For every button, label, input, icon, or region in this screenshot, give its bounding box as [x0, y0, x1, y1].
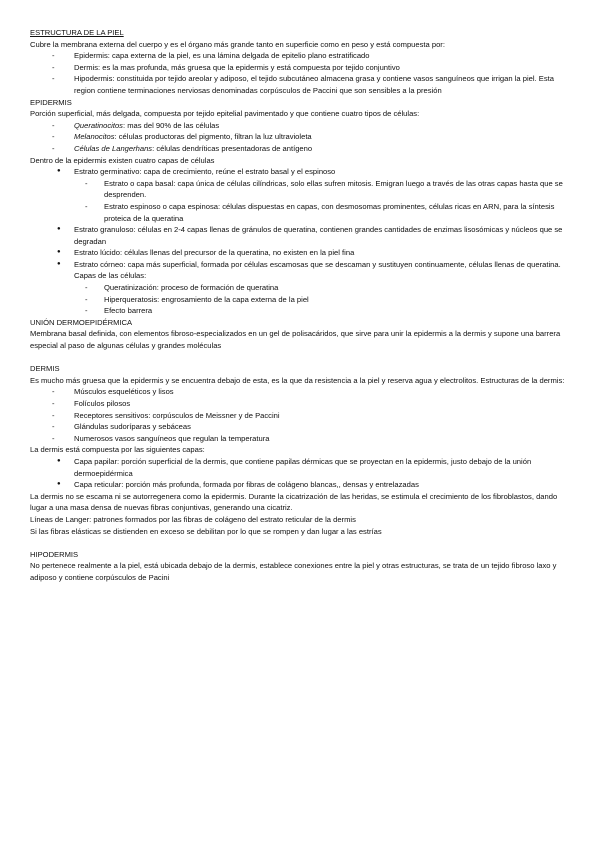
- bullet-item: [30, 259, 575, 317]
- term-desc: : células dendríticas presentadoras de antígeno: [152, 143, 313, 153]
- bullet-list: [30, 456, 575, 491]
- list-item: [30, 131, 575, 143]
- list-item: - Epidermis: capa externa de la piel, es una lámina delgada de epitelio plano estratificado: [30, 50, 575, 62]
- document-body: [30, 27, 575, 584]
- list-item: [30, 143, 575, 155]
- paragraph: Líneas de Langer: patrones formados por las fibras de colágeno del estrato reticular de la dermis: [30, 514, 356, 524]
- sub-list: [30, 282, 575, 317]
- sub-item: - Efecto barrera: [30, 305, 575, 317]
- sub-list: [30, 178, 575, 224]
- bullet-text: Estrato germinativo: capa de crecimiento, reúne el estrato basal y el espinoso: [74, 167, 336, 177]
- paragraph: No pertenece realmente a la piel, está ubicada debajo de la dermis, establece conexiones entre la piel y otras estructuras, se trata de un tejido fibroso laxo y adiposo y contiene corpúsculos de Pacini: [30, 561, 557, 582]
- bullet-item: ● Estrato granuloso: células en 2-4 capas llenas de gránulos de queratina, contienen grandes cantidades de enzimas lisosómicas y núcleos que se degradan: [30, 224, 575, 247]
- paragraph: Es mucho más gruesa que la epidermis y se encuentra debajo de esta, es la que da resistencia a la piel y reserva agua y electrolitos. Estructuras de la dermis:: [30, 375, 565, 385]
- bullet-item: ● Estrato lúcido: células llenas del precursor de la queratina, no existen en la piel fina: [30, 247, 575, 259]
- paragraph: Membrana basal definida, con elementos fibroso-especializados en un gel de polisacáridos, que sirve para unir la epidermis a la dermis y supone una barrera especial al paso de algunas células y grandes moléculas: [30, 329, 561, 351]
- term-desc: : células productoras del pigmento, filtran la luz ultravioleta: [114, 132, 312, 142]
- paragraph: Si las fibras elásticas se distienden en exceso se debilitan por lo que se rompen y dan lugar a las estrías: [30, 526, 382, 536]
- section-title-estructura: ESTRUCTURA DE LA PIEL: [30, 28, 124, 37]
- section-title-dermis: DERMIS: [30, 364, 60, 374]
- list-item: - Receptores sensitivos: corpúsculos de Meissner y de Paccini: [30, 410, 575, 422]
- spacer: [30, 352, 575, 364]
- list: [30, 50, 575, 96]
- paragraph: La dermis no se escama ni se autorregenera como la epidermis. Durante la cicatrización de las heridas, se estimula el crecimiento de los fibroblastos, dando lugar a una masa densa de nuevas fibras conjuntivas, generando una cicatriz.: [30, 491, 558, 513]
- list-item: - Folículos pilosos: [30, 398, 575, 410]
- list-item: - Músculos esqueléticos y lisos: [30, 386, 575, 398]
- section-title-hipodermis: HIPODERMIS: [30, 549, 79, 559]
- bullet-item: [30, 166, 575, 224]
- list-item: - Dermis: es la mas profunda, más gruesa que la epidermis y está compuesta por tejido conjuntivo: [30, 62, 575, 74]
- paragraph: Cubre la membrana externa del cuerpo y es el órgano más grande tanto en superficie como en peso y está compuesta por:: [30, 39, 445, 49]
- sub-item: - Hiperqueratosis: engrosamiento de la capa externa de la piel: [30, 294, 575, 306]
- list: [30, 386, 575, 444]
- section-title-epidermis: EPIDERMIS: [30, 97, 72, 107]
- bullet-text: Estrato córneo: capa más superficial, formada por células escamosas que se descaman y sustituyen continuamente, células llenas de queratina. Capas de las células:: [74, 259, 561, 281]
- bullet-item: ● Capa papilar: porción superficial de la dermis, que contiene papilas dérmicas que se proyectan en la epidermis, justo debajo de la unión dermoepidérmica: [30, 456, 575, 479]
- term: Melanocitos: [74, 132, 115, 142]
- bullet-item: ● Capa reticular: porción más profunda, formada por fibras de colágeno blancas,, densas y entrelazadas: [30, 479, 575, 491]
- list-item: - Glándulas sudoríparas y sebáceas: [30, 421, 575, 433]
- section-title-union: UNIÓN DERMOEPIDÉRMICA: [30, 317, 133, 327]
- paragraph: Dentro de la epidermis existen cuatro capas de células: [30, 155, 215, 165]
- term: Células de Langerhans: [74, 143, 153, 153]
- sub-item: - Estrato o capa basal: capa única de células cilíndricas, solo ellas sufren mitosis. Emigran luego a través de las otras capas hasta que se desprenden.: [30, 178, 575, 201]
- sub-item: - Queratinización: proceso de formación de queratina: [30, 282, 575, 294]
- term-desc: : mas del 90% de las células: [122, 120, 220, 130]
- sub-item: - Estrato espinoso o capa espinosa: células dispuestas en capas, con desmosomas prominentes, células ricas en ARN, para la síntesis proteica de la queratina: [30, 201, 575, 224]
- spacer: [30, 537, 575, 549]
- list-item: - Numerosos vasos sanguíneos que regulan la temperatura: [30, 433, 575, 445]
- paragraph: Porción superficial, más delgada, compuesta por tejido epitelial pavimentado y que contiene cuatro tipos de células:: [30, 109, 420, 119]
- paragraph: La dermis está compuesta por las siguientes capas:: [30, 445, 205, 455]
- term: Queratinocitos: [74, 120, 123, 130]
- list-item: - Hipodermis: constituida por tejido areolar y adiposo, el tejido subcutáneo almacena grasa y contiene vasos sanguíneos que irrigan la piel. Esta region contiene terminaciones nerviosas denominadas corpúsculos de Paccini que son sensibles a la presión: [30, 73, 575, 96]
- list: [30, 120, 575, 155]
- bullet-list: [30, 166, 575, 317]
- list-item: [30, 120, 575, 132]
